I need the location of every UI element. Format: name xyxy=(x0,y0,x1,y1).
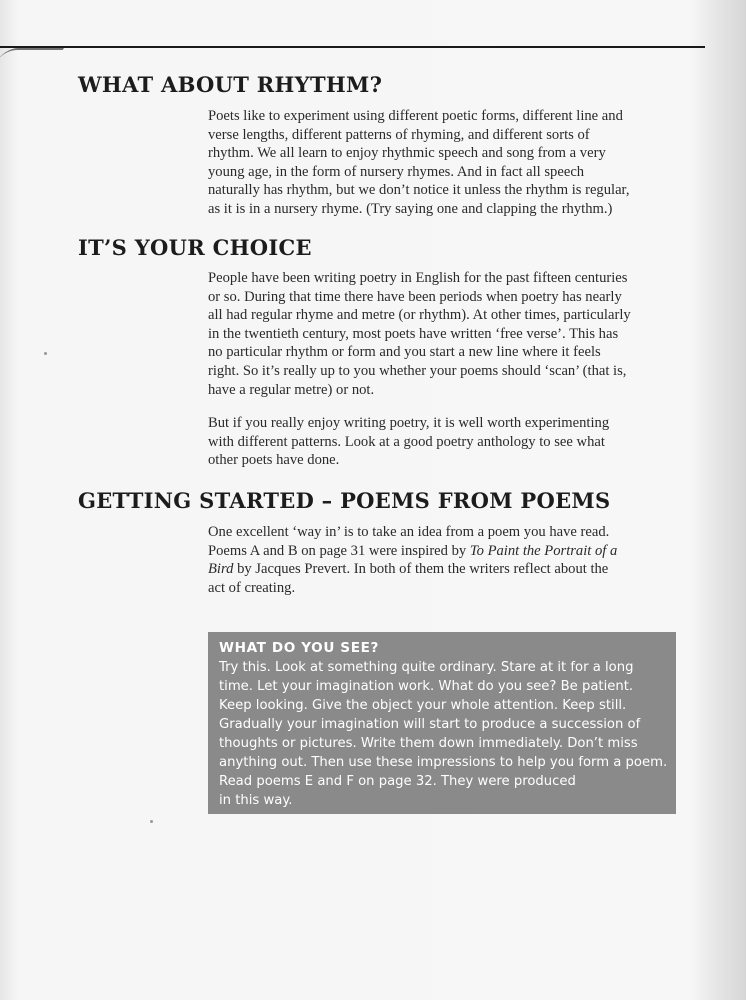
text-line: verse lengths, different patterns of rhyming, and different sorts of xyxy=(208,126,590,143)
text-line: other poets have done. xyxy=(208,452,340,469)
callout-line: anything out. Then use these impressions to help you form a poem. xyxy=(219,755,668,770)
text-line: naturally has rhythm, but we don’t notice it unless the rhythm is regular, xyxy=(208,182,630,199)
text-line: Poets like to experiment using different poetic forms, different line and xyxy=(208,108,623,124)
callout-line: Gradually your imagination will start to produce a succession of xyxy=(219,717,641,732)
text-line: no particular rhythm or form and you start a new line where it feels xyxy=(208,344,601,361)
callout-line: time. Let your imagination work. What do you see? Be patient. xyxy=(219,679,634,694)
text-line: all had regular rhyme and metre (or rhythm). At other times, particularly xyxy=(208,307,631,324)
callout-line: in this way. xyxy=(219,793,293,808)
text-line: young age, in the form of nursery rhymes. And in fact all speech xyxy=(208,163,585,180)
text-fragment: by Jacques Prevert. In both of them the writers reflect about the xyxy=(237,561,609,578)
text-line: People have been writing poetry in English for the past fifteen centuries xyxy=(208,270,628,286)
text-line: with different patterns. Look at a good poetry anthology to see what xyxy=(208,433,605,450)
page-speck xyxy=(150,820,153,823)
text-line: But if you really enjoy writing poetry, it is well worth experimenting xyxy=(208,415,610,431)
italic-poem-title-end: Bird xyxy=(208,561,234,578)
text-line: have a regular metre) or not. xyxy=(208,381,375,398)
heading-what-about-rhythm: WHAT ABOUT RHYTHM? xyxy=(78,72,383,97)
text-line: in the twentieth century, most poets have written ‘free verse’. This has xyxy=(208,325,619,342)
callout-box-what-do-you-see xyxy=(208,632,676,814)
text-line: rhythm. We all learn to enjoy rhythmic speech and song from a very xyxy=(208,145,606,162)
text-line: as it is in a nursery rhyme. (Try saying one and clapping the rhythm.) xyxy=(208,200,613,217)
text-line: One excellent ‘way in’ is to take an idea from a poem you have read. xyxy=(208,524,610,540)
heading-its-your-choice: IT’S YOUR CHOICE xyxy=(78,235,312,260)
text-line: right. So it’s really up to you whether your poems should ‘scan’ (that is, xyxy=(208,362,627,379)
italic-poem-title: To Paint the Portrait of a xyxy=(469,542,618,559)
top-rule xyxy=(0,46,705,48)
paragraph-getting-started xyxy=(208,523,678,597)
callout-line: Keep looking. Give the object your whole attention. Keep still. xyxy=(219,698,627,713)
callout-line: Read poems E and F on page 32. They were produced xyxy=(219,774,576,789)
heading-getting-started: GETTING STARTED – POEMS FROM POEMS xyxy=(78,488,611,513)
callout-line: thoughts or pictures. Write them down immediately. Don’t miss xyxy=(219,736,638,751)
text-fragment: Poems A and B on page 31 were inspired by xyxy=(208,542,470,559)
text-line xyxy=(208,560,678,579)
paragraph-choice-2 xyxy=(208,414,678,470)
paragraph-choice-1 xyxy=(208,269,678,399)
text-line: or so. During that time there have been periods when poetry has nearly xyxy=(208,288,622,305)
callout-title: WHAT DO YOU SEE? xyxy=(219,640,379,656)
paragraph-rhythm xyxy=(208,107,678,219)
text-line: act of creating. xyxy=(208,579,296,596)
page-speck xyxy=(44,352,47,355)
top-rule-curl xyxy=(0,48,64,62)
text-line xyxy=(208,542,678,561)
callout-line: Try this. Look at something quite ordinary. Stare at it for a long xyxy=(219,660,634,675)
